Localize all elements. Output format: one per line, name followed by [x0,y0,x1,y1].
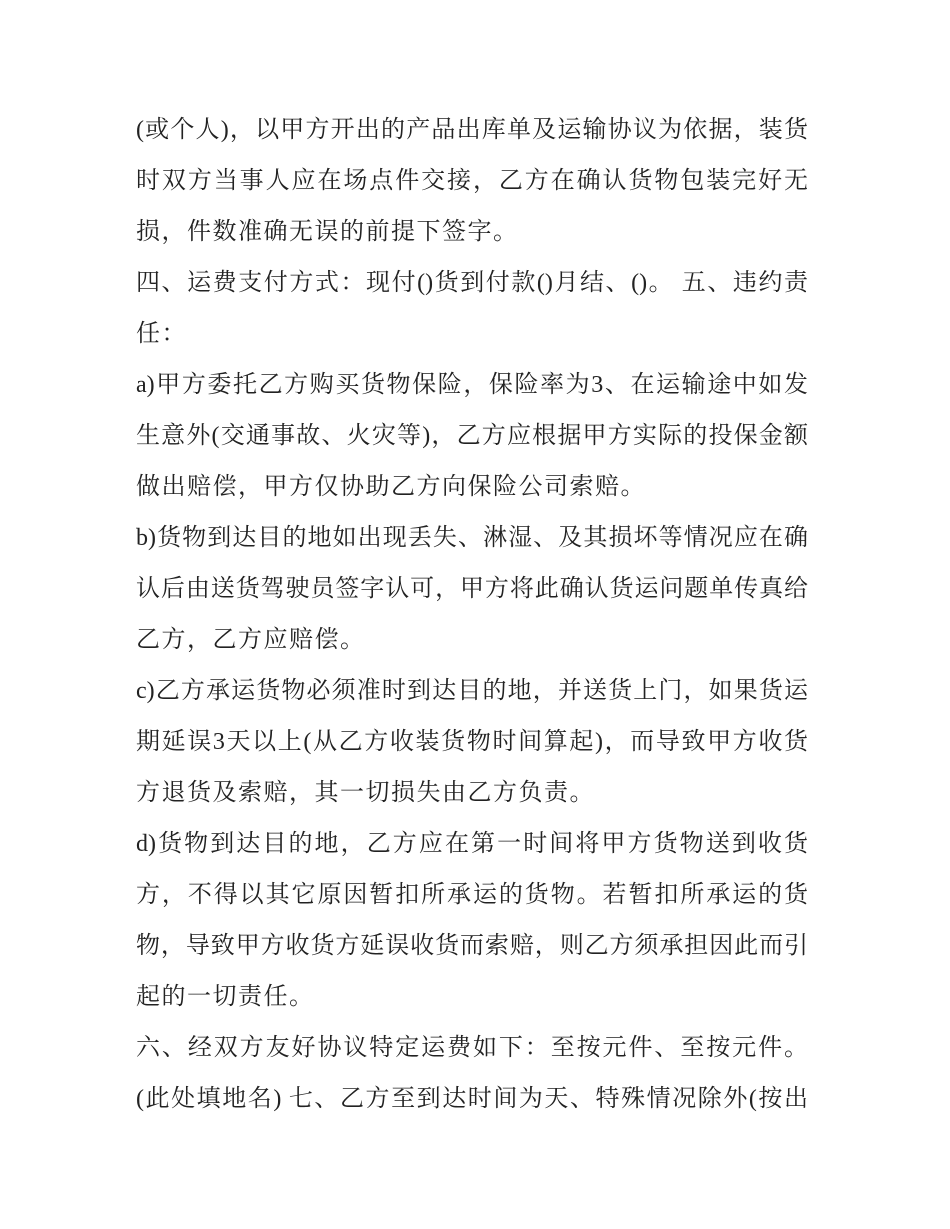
text-line: a)甲方委托乙方购买货物保险，保险率为3、在运输途中如发 [136,372,808,398]
text-line: 认后由送货驾驶员签字认可，甲方将此确认货运问题单传真给 [136,576,808,602]
text-line: (此处填地名) 七、乙方至到达时间为天、特殊情况除外(按出 [136,1086,808,1112]
text-line: 做出赔偿，甲方仅协助乙方向保险公司索赔。 [136,474,646,500]
text-line: 损，件数准确无误的前提下签字。 [136,219,519,245]
text-line: 方退货及索赔，其一切损失由乙方负责。 [136,780,595,806]
text-line: c)乙方承运货物必须准时到达目的地，并送货上门，如果货运 [136,678,808,704]
text-line: 四、运费支付方式：现付()货到付款()月结、()。 五、违约责 [136,270,808,296]
text-line: b)货物到达目的地如出现丢失、淋湿、及其损坏等情况应在确 [136,525,808,551]
text-line: 物，导致甲方收货方延误收货而索赔，则乙方须承担因此而引 [136,933,808,959]
text-line: (或个人)，以甲方开出的产品出库单及运输协议为依据，装货 [136,117,808,143]
text-line: 任： [136,321,187,347]
text-line: 六、经双方友好协议特定运费如下：至按元件、至按元件。 [136,1035,808,1061]
contract-text-block [136,105,808,1125]
text-line: 期延误3天以上(从乙方收装货物时间算起)，而导致甲方收货 [136,729,808,755]
text-line: d)货物到达目的地，乙方应在第一时间将甲方货物送到收货 [136,831,808,857]
text-line: 起的一切责任。 [136,984,315,1010]
text-line: 时双方当事人应在场点件交接，乙方在确认货物包装完好无 [136,168,808,194]
text-line: 方，不得以其它原因暂扣所承运的货物。若暂扣所承运的货 [136,882,808,908]
text-line: 乙方，乙方应赔偿。 [136,627,366,653]
text-line: 生意外(交通事故、火灾等)，乙方应根据甲方实际的投保金额 [136,423,808,449]
